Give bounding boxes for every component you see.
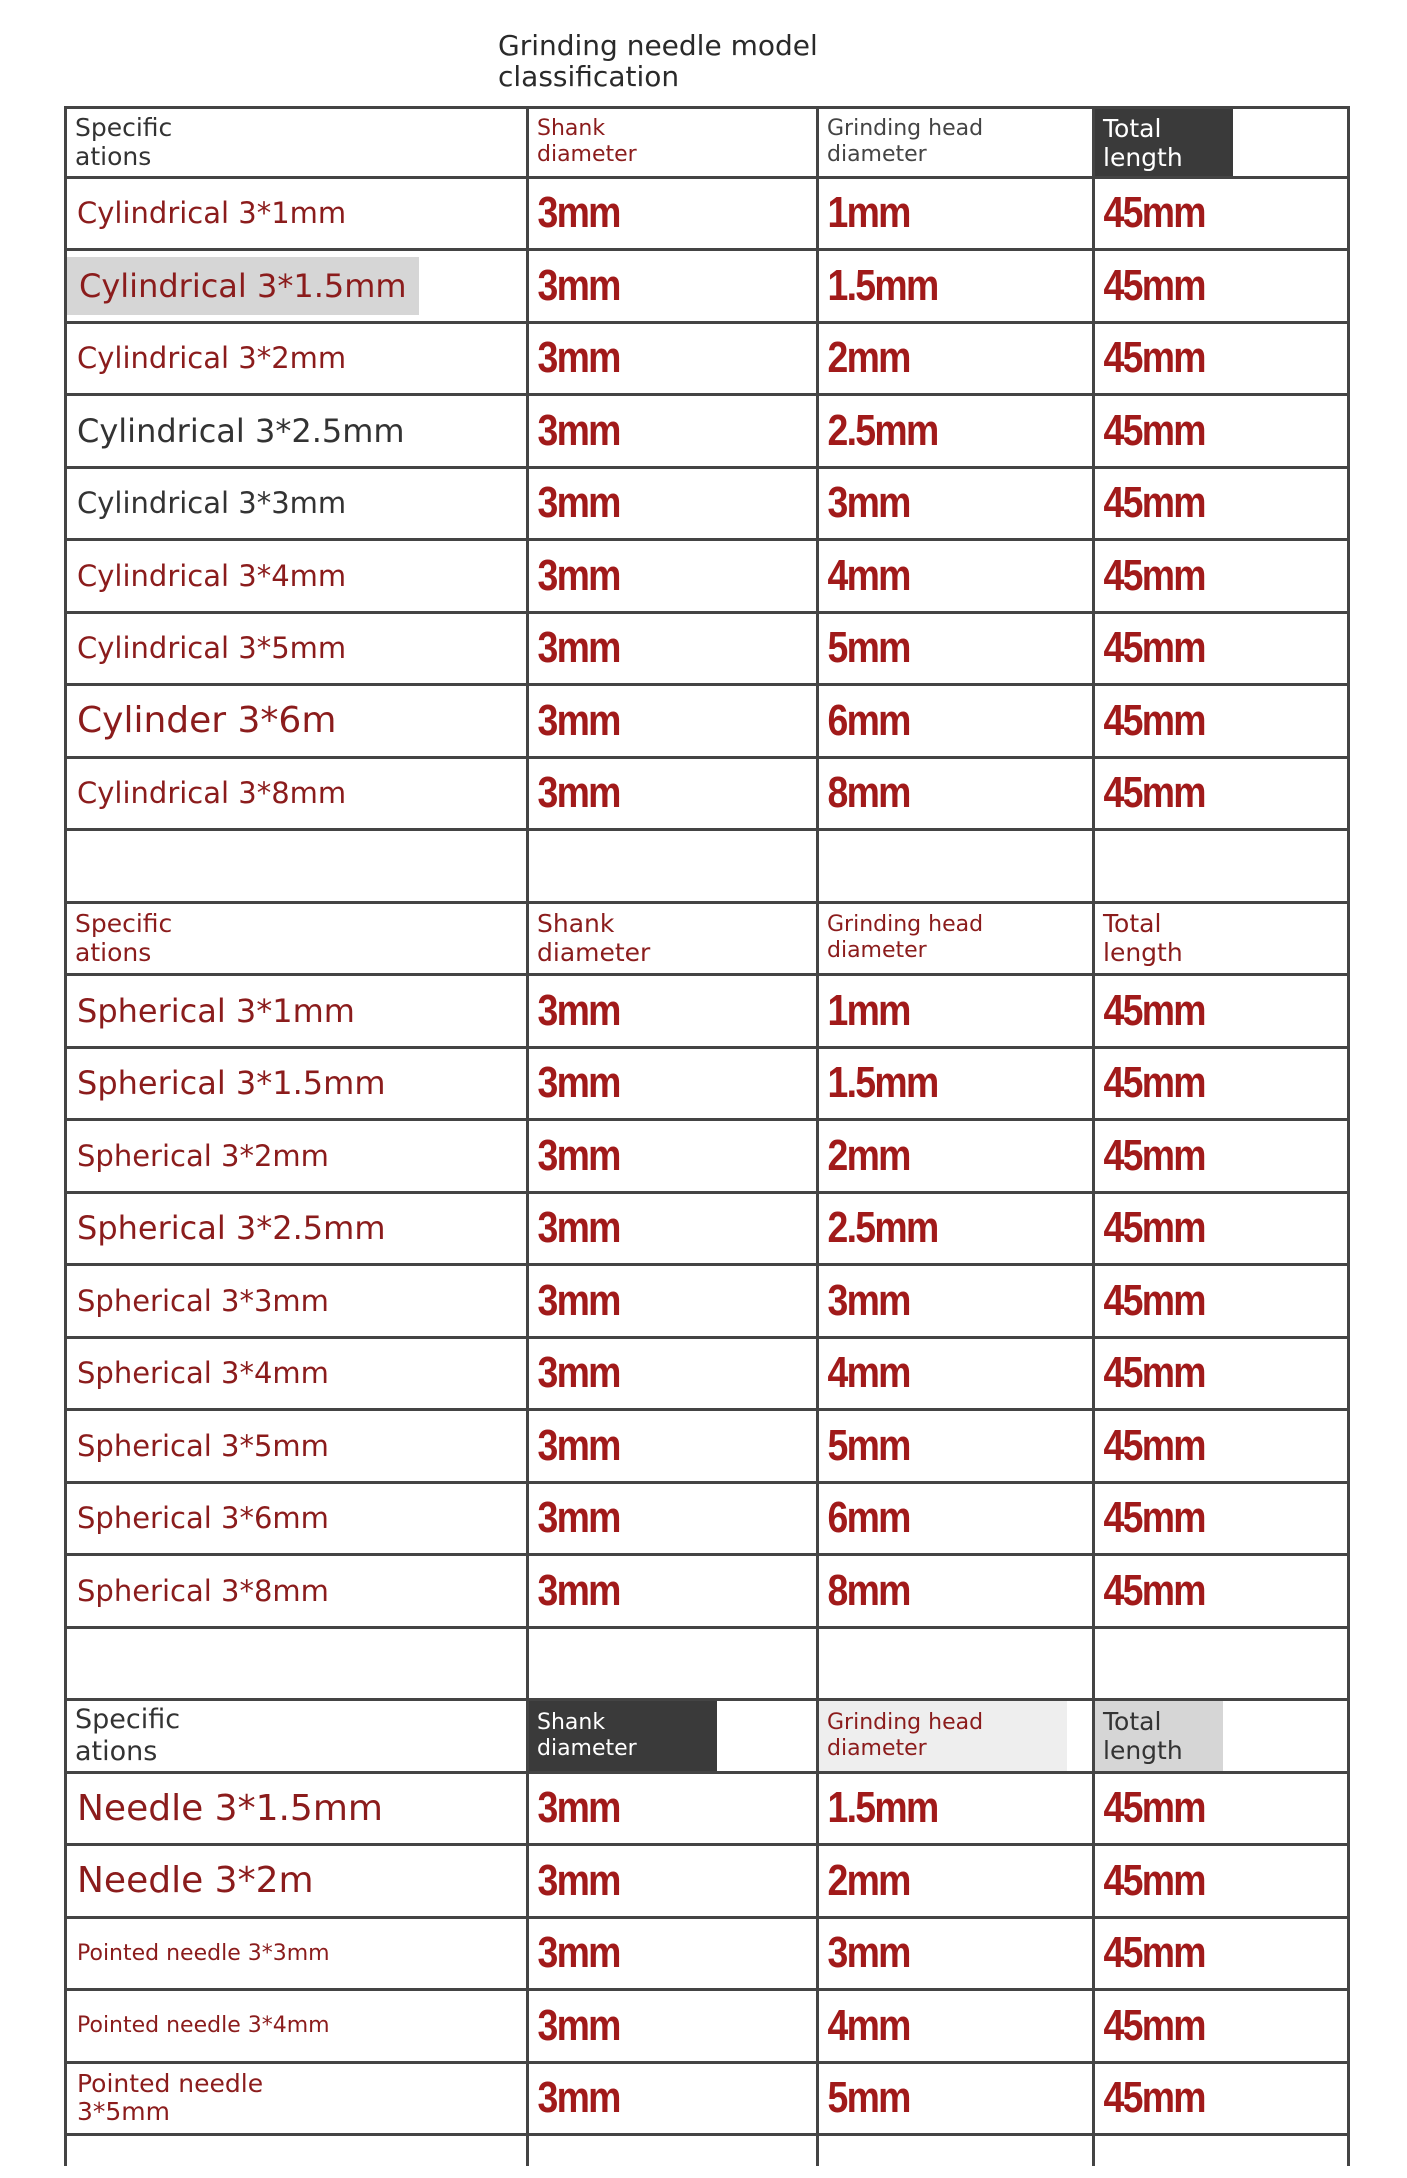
spec-cell: Needle 3*1.5mm (77, 1787, 383, 1829)
shank-cell: 3mm (537, 478, 620, 528)
head-cell: 1.5mm (827, 1783, 938, 1833)
section-1-header-row (64, 106, 1350, 179)
spec-table (64, 106, 1350, 2166)
table-row (64, 1484, 1350, 1557)
header-spec: Specific ations (75, 1703, 181, 1767)
length-cell: 45mm (1103, 405, 1205, 455)
table-row (64, 1339, 1350, 1412)
spec-cell: Cylinder 3*6m (77, 700, 337, 742)
table-row (64, 1919, 1350, 1992)
cut-off-row (64, 2136, 1350, 2166)
length-cell: 45mm (1103, 1275, 1205, 1325)
shank-cell: 3mm (537, 1203, 620, 1253)
shank-cell: 3mm (537, 1493, 620, 1543)
empty-row (64, 831, 1350, 904)
head-cell: 5mm (827, 1420, 910, 1470)
header-head: Grinding head diameter (827, 116, 984, 168)
head-cell: 1mm (827, 188, 910, 238)
shank-cell: 3mm (537, 333, 620, 383)
table-row (64, 976, 1350, 1049)
table-row (64, 1846, 1350, 1919)
shank-cell: 3mm (537, 1420, 620, 1470)
shank-cell: 3mm (537, 550, 620, 600)
spec-cell: Spherical 3*2.5mm (77, 1209, 386, 1248)
shank-cell: 3mm (537, 768, 620, 818)
table-row (64, 324, 1350, 397)
length-cell: 45mm (1103, 260, 1205, 310)
table-row (64, 686, 1350, 759)
table-row (64, 1266, 1350, 1339)
table-row (64, 1991, 1350, 2064)
section-3-header-row (64, 1701, 1350, 1774)
length-cell: 45mm (1103, 550, 1205, 600)
table-row (64, 759, 1350, 832)
shank-cell: 3mm (537, 2000, 620, 2050)
table-row (64, 469, 1350, 542)
length-cell: 45mm (1103, 1855, 1205, 1905)
table-row (64, 1049, 1350, 1122)
head-cell: 1mm (827, 985, 910, 1035)
shank-cell: 3mm (537, 1783, 620, 1833)
header-shank: Shank diameter (537, 116, 637, 168)
head-cell: 4mm (827, 2000, 910, 2050)
spec-cell: Spherical 3*8mm (77, 1573, 329, 1608)
spec-cell: Spherical 3*3mm (77, 1283, 329, 1318)
shank-cell: 3mm (537, 260, 620, 310)
header-shank: Shank diameter (537, 909, 651, 968)
header-spec: Specific ations (75, 909, 173, 968)
shank-cell: 3mm (537, 188, 620, 238)
spec-cell: Spherical 3*4mm (77, 1356, 329, 1391)
shank-cell: 3mm (537, 1130, 620, 1180)
page-title: Grinding needle model classification (498, 29, 818, 93)
shank-cell: 3mm (537, 1275, 620, 1325)
spec-cell: Spherical 3*1mm (77, 991, 355, 1030)
head-cell: 1.5mm (827, 1058, 938, 1108)
spec-cell: Cylindrical 3*8mm (77, 776, 347, 811)
spec-cell: Pointed needle 3*5mm (77, 2069, 264, 2127)
head-cell: 8mm (827, 1565, 910, 1615)
head-cell: 2mm (827, 1855, 910, 1905)
spec-cell: Cylindrical 3*1.5mm (67, 257, 419, 315)
length-cell: 45mm (1103, 985, 1205, 1035)
spec-cell: Spherical 3*2mm (77, 1138, 329, 1173)
spec-cell: Needle 3*2m (77, 1860, 314, 1902)
shank-cell: 3mm (537, 405, 620, 455)
head-cell: 6mm (827, 1493, 910, 1543)
header-length: Total length (1095, 109, 1233, 176)
head-cell: 3mm (827, 1928, 910, 1978)
head-cell: 3mm (827, 478, 910, 528)
table-row (64, 251, 1350, 324)
length-cell: 45mm (1103, 333, 1205, 383)
head-cell: 5mm (827, 2073, 910, 2123)
length-cell: 45mm (1103, 1420, 1205, 1470)
head-cell: 2mm (827, 1130, 910, 1180)
shank-cell: 3mm (537, 1058, 620, 1108)
length-cell: 45mm (1103, 1058, 1205, 1108)
spec-cell: Pointed needle 3*3mm (77, 1940, 330, 1966)
length-cell: 45mm (1103, 1783, 1205, 1833)
length-cell: 45mm (1103, 623, 1205, 673)
table-row (64, 614, 1350, 687)
length-cell: 45mm (1103, 1130, 1205, 1180)
spec-cell: Cylindrical 3*3mm (77, 486, 347, 521)
length-cell: 45mm (1103, 2073, 1205, 2123)
shank-cell: 3mm (537, 623, 620, 673)
table-row (64, 1411, 1350, 1484)
header-head: Grinding head diameter (819, 1701, 1067, 1771)
header-length: Total length (1095, 1701, 1223, 1771)
shank-cell: 3mm (537, 1348, 620, 1398)
table-row (64, 396, 1350, 469)
table-row (64, 1556, 1350, 1629)
spec-cell: Spherical 3*6mm (77, 1501, 329, 1536)
section-2-header-row (64, 904, 1350, 977)
head-cell: 4mm (827, 550, 910, 600)
length-cell: 45mm (1103, 1565, 1205, 1615)
head-cell: 1.5mm (827, 260, 938, 310)
head-cell: 3mm (827, 1275, 910, 1325)
head-cell: 5mm (827, 623, 910, 673)
length-cell: 45mm (1103, 695, 1205, 745)
spec-cell: Cylindrical 3*2mm (77, 341, 347, 376)
head-cell: 8mm (827, 768, 910, 818)
length-cell: 45mm (1103, 768, 1205, 818)
length-cell: 45mm (1103, 1928, 1205, 1978)
length-cell: 45mm (1103, 188, 1205, 238)
length-cell: 45mm (1103, 1493, 1205, 1543)
header-shank: Shank diameter (529, 1701, 717, 1771)
shank-cell: 3mm (537, 1928, 620, 1978)
spec-cell: Spherical 3*1.5mm (77, 1064, 386, 1103)
head-cell: 6mm (827, 695, 910, 745)
length-cell: 45mm (1103, 478, 1205, 528)
shank-cell: 3mm (537, 1565, 620, 1615)
length-cell: 45mm (1103, 2000, 1205, 2050)
shank-cell: 3mm (537, 695, 620, 745)
table-row (64, 1774, 1350, 1847)
table-row (64, 1121, 1350, 1194)
head-cell: 2mm (827, 333, 910, 383)
table-row (64, 179, 1350, 252)
table-row (64, 2064, 1350, 2137)
head-cell: 2.5mm (827, 405, 938, 455)
shank-cell: 3mm (537, 1855, 620, 1905)
length-cell: 45mm (1103, 1203, 1205, 1253)
spec-cell: Spherical 3*5mm (77, 1428, 329, 1463)
header-head: Grinding head diameter (827, 912, 984, 964)
spec-cell: Pointed needle 3*4mm (77, 2013, 330, 2039)
spec-cell: Cylindrical 3*1mm (77, 196, 347, 231)
header-spec: Specific ations (75, 113, 173, 172)
length-cell: 45mm (1103, 1348, 1205, 1398)
head-cell: 4mm (827, 1348, 910, 1398)
head-cell: 2.5mm (827, 1203, 938, 1253)
shank-cell: 3mm (537, 985, 620, 1035)
table-row (64, 1194, 1350, 1267)
spec-cell: Cylindrical 3*4mm (77, 558, 347, 593)
empty-row (64, 1629, 1350, 1702)
table-row (64, 541, 1350, 614)
spec-cell: Cylindrical 3*2.5mm (77, 411, 405, 450)
spec-cell: Cylindrical 3*5mm (77, 631, 347, 666)
shank-cell: 3mm (537, 2073, 620, 2123)
header-length: Total length (1103, 909, 1183, 968)
